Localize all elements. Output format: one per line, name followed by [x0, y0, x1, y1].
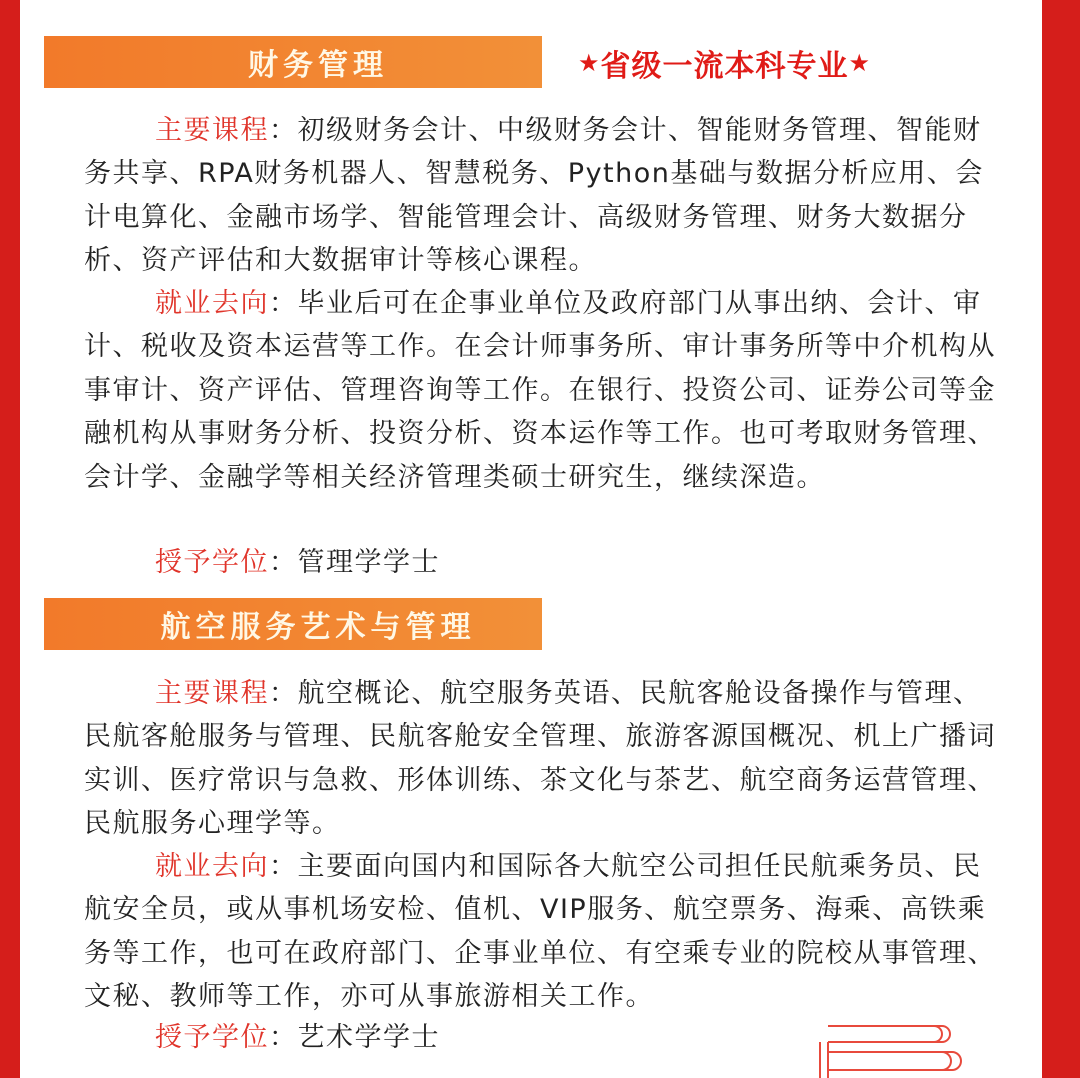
- section-title-banner-aviation: [44, 598, 542, 650]
- badge-text: 省级一流本科专业: [600, 49, 849, 84]
- degree-label: 授予学位: [155, 547, 269, 578]
- provincial-first-class-badge: [578, 40, 871, 86]
- degree-paragraph: [84, 541, 1004, 584]
- career-paragraph: [84, 282, 1004, 499]
- courses-label: 主要课程: [155, 678, 269, 709]
- career-text: ：主要面向国内和国际各大航空公司担任民航乘务员、民航安全员，或从事机场安检、值机、VIP服务、航空票务、海乘、高铁乘务等工作，也可在政府部门、企事业单位、有空乘专业的院校从事管理、文秘、教师等工作，亦可从事旅游相关工作。: [84, 851, 996, 1013]
- section-title: 航空服务艺术与管理: [160, 610, 476, 645]
- career-text: ：毕业后可在企事业单位及政府部门从事出纳、会计、审计、税收及资本运营等工作。在会计师事务所、审计事务所等中介机构从事审计、资产评估、管理咨询等工作。在银行、投资公司、证券公司等金融机构从事财务分析、投资分析、资本运作等工作。也可考取财务管理、会计学、金融学等相关经济管理类硕士研究生，继续深造。: [84, 288, 996, 493]
- degree-label: 授予学位: [155, 1022, 269, 1053]
- section-title-banner-finance: [44, 36, 542, 88]
- courses-text: ：航空概论、航空服务英语、民航客舱设备操作与管理、民航客舱服务与管理、民航客舱安全管理、旅游客源国概况、机上广播词实训、医疗常识与急救、形体训练、茶文化与茶艺、航空商务运营管理、民航服务心理学等。: [84, 678, 996, 840]
- decorative-scroll-lines-icon: [818, 1022, 968, 1078]
- degree-text: ：艺术学学士: [269, 1022, 440, 1053]
- star-icon: ★: [578, 49, 601, 77]
- courses-label: 主要课程: [155, 115, 269, 146]
- career-label: 就业去向: [155, 288, 269, 319]
- courses-paragraph: [84, 109, 1004, 283]
- courses-paragraph: [84, 672, 1004, 846]
- star-icon: ★: [848, 49, 872, 77]
- degree-text: ：管理学学士: [269, 547, 440, 578]
- career-label: 就业去向: [155, 851, 269, 882]
- left-red-border: [0, 0, 20, 1078]
- courses-text: ：初级财务会计、中级财务会计、智能财务管理、智能财务共享、RPA财务机器人、智慧税务、Python基础与数据分析应用、会计电算化、金融市场学、智能管理会计、高级财务管理、财务大数据分析、资产评估和大数据审计等核心课程。: [84, 115, 984, 277]
- section-title: 财务管理: [248, 48, 388, 83]
- career-paragraph: [84, 845, 1004, 1019]
- right-red-border: [1042, 0, 1080, 1078]
